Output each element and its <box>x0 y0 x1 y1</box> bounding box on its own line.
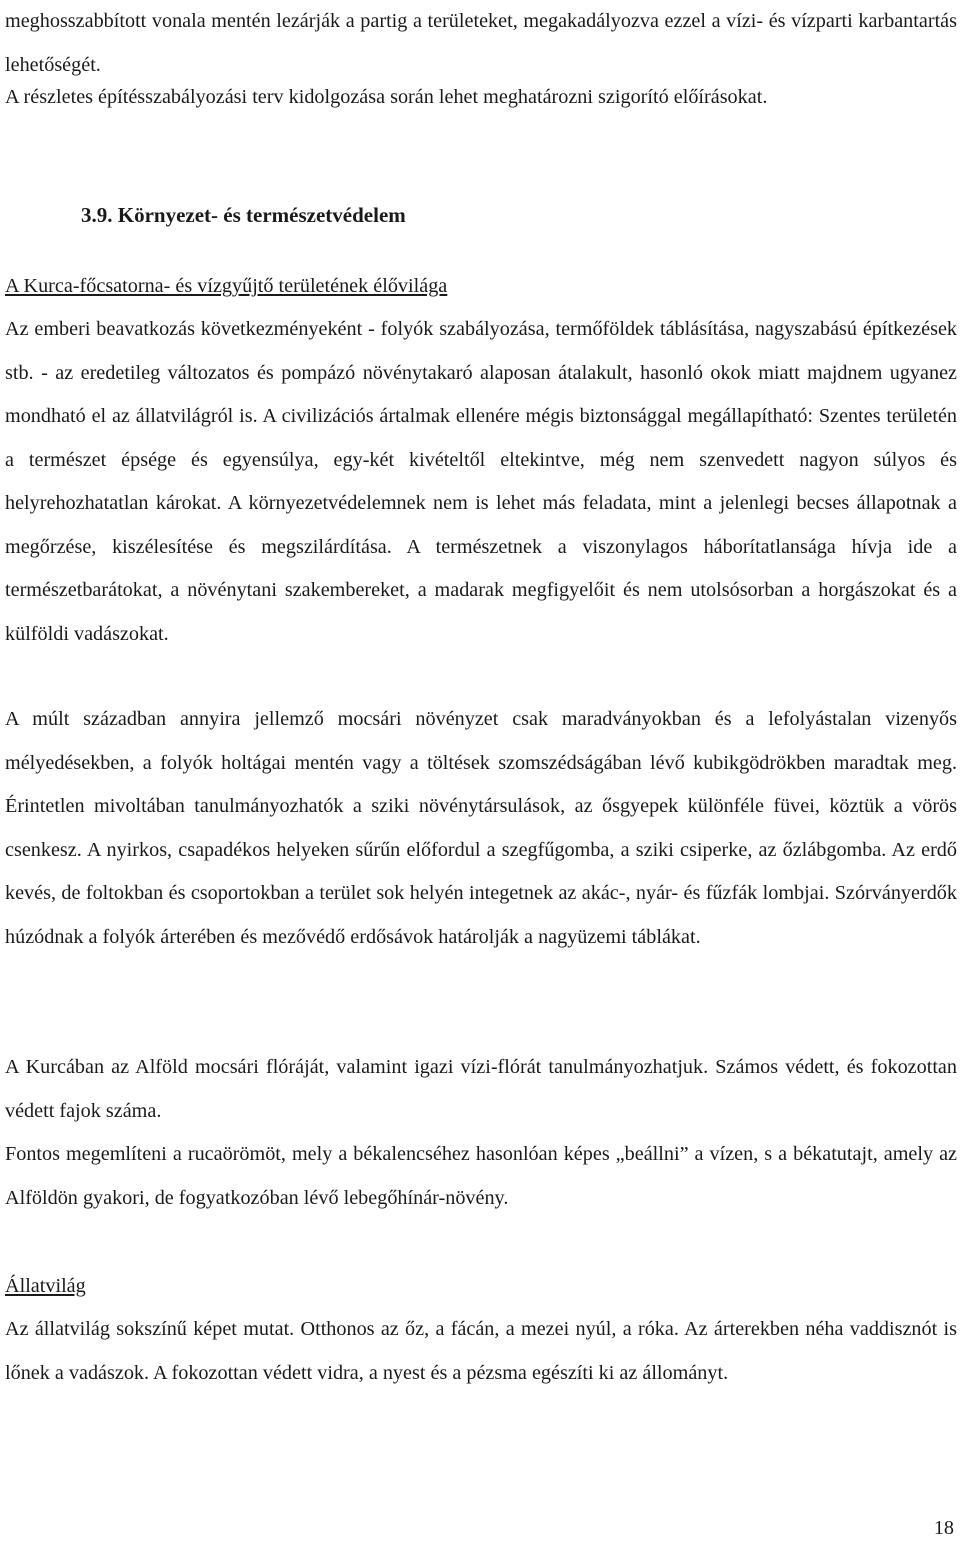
page-number: 18 <box>933 1517 954 1539</box>
paragraph-fauna-1: Az állatvilág sokszínű képet mutat. Otthonos az őz, a fácán, a mezei nyúl, a róka. Az árterekben néha vaddisznót is lőnek a vadászok. A fokozottan védett vidra, a nyest és a pézsma egészíti ki az állományt. <box>5 1318 957 1384</box>
paragraph-flora-2: A múlt században annyira jellemző mocsári növényzet csak maradványokban és a lefolyástalan vizenyős mélyedésekben, a folyók holtágai mentén vagy a töltések szomszédságában lévő kubikgödrökben maradtak meg. Érintetlen mivoltában tanulmányozhatók a sziki növénytársulások, az ősgyepek különféle füvei, köztük a vörös csenkesz. A nyirkos, csapadékos helyeken sűrűn előfordul a szegfűgomba, a sziki csiperke, az őzlábgomba. Az erdő kevés, de foltokban és csoportokban a terület sok helyén integetnek az akác-, nyár- és fűzfák lombjai. Szórványerdők húzódnak a folyók árterében és mezővédő erdősávok határolják a nagyüzemi táblákat. <box>5 708 957 948</box>
paragraph-flora-3: A Kurcában az Alföld mocsári flóráját, valamint igazi vízi-flórát tanulmányozhatjuk. Számos védett, és fokozottan védett fajok száma. <box>5 1056 957 1122</box>
subheading-flora: A Kurca-főcsatorna- és vízgyűjtő területének élővilága <box>5 275 448 297</box>
paragraph-intro-2: A részletes építésszabályozási terv kidolgozása során lehet meghatározni szigorító előírásokat. <box>5 86 768 108</box>
section-heading: 3.9. Környezet- és természetvédelem <box>81 203 406 227</box>
paragraph-flora-1: Az emberi beavatkozás következményeként - folyók szabályozása, termőföldek táblásítása, nagyszabású építkezések stb. - az eredetileg változatos és pompázó növénytakaró alaposan átalakult, hasonló okok miatt majdnem ugyanez mondható el az állatvilágról is. A civilizációs ártalmak ellenére mégis biztonsággal megállapítható: Szentes területén a természet épsége és egyensúlya, egy-két kivételtől eltekintve, még nem szenvedett nagyon súlyos és helyrehozhatatlan károkat. A környezetvédelemnek nem is lehet más feladata, mint a jelenlegi becses állapotnak a megőrzése, kiszélesítése és megszilárdítása. A természetnek a viszonylagos háborítatlansága hívja ide a természetbarátokat, a növénytani szakembereket, a madarak megfigyelőit és nem utolsósorban a horgászokat és a külföldi vadászokat. <box>5 318 957 645</box>
subheading-fauna: Állatvilág <box>5 1275 86 1297</box>
paragraph-flora-4: Fontos megemlíteni a rucaörömöt, mely a békalencséhez hasonlóan képes „beállni” a vízen, s a békatutajt, amely az Alföldön gyakori, de fogyatkozóban lévő lebegőhínár-növény. <box>5 1143 957 1209</box>
paragraph-intro-1: meghosszabbított vonala mentén lezárják a partig a területeket, megakadályozva ezzel a vízi- és vízparti karbantartás lehetőségét. <box>5 10 957 76</box>
